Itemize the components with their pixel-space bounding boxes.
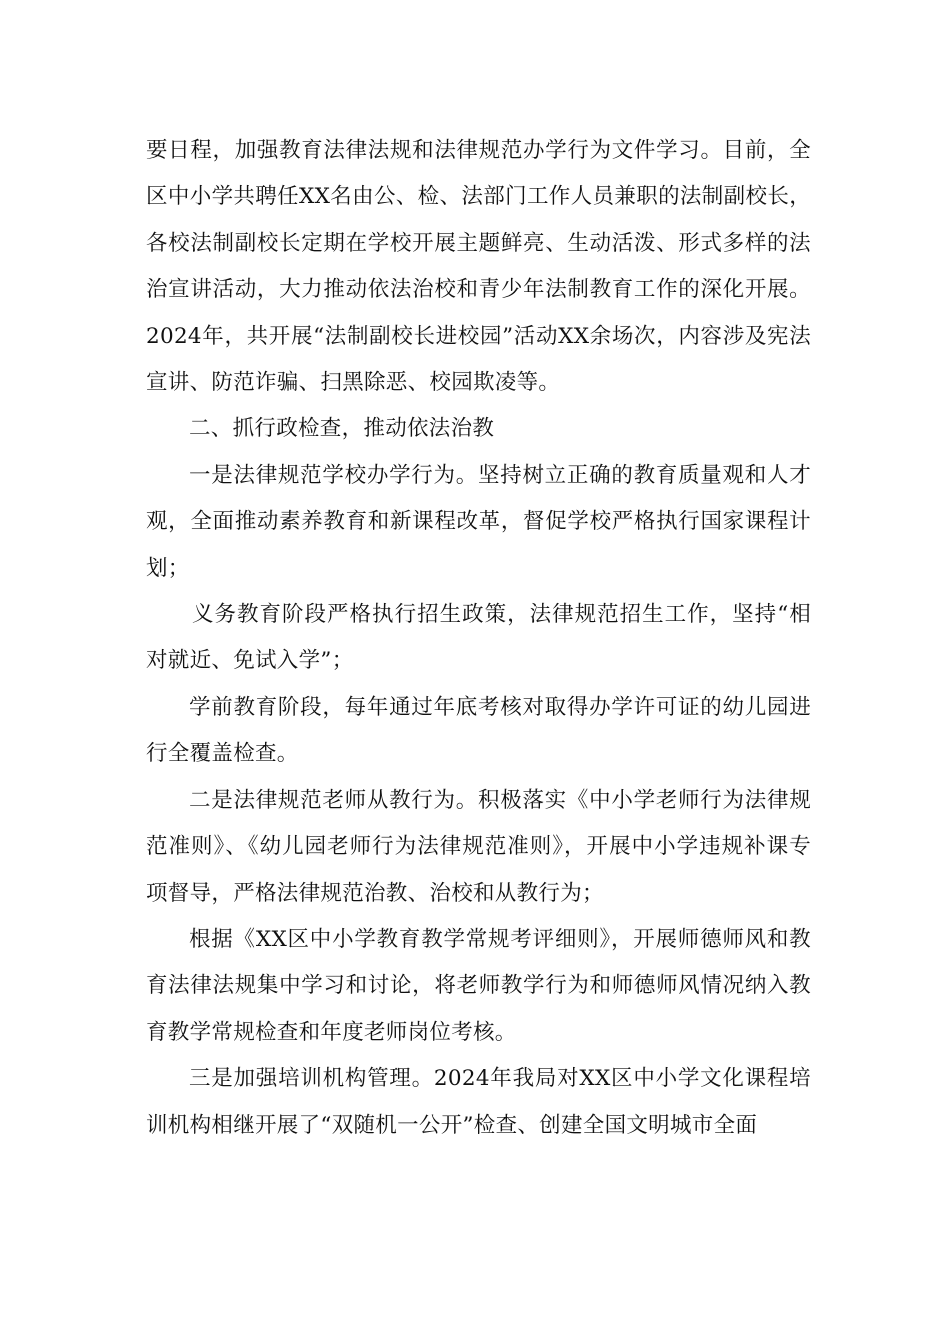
paragraph-compulsory-education: 义务教育阶段严格执行招生政策，法律规范招生工作，坚持“相对就近、免试入学”； [146, 602, 811, 674]
paragraph-evaluation-rules: 根据《XX区中小学教育教学常规考评细则》，开展师德师风和教育法律法规集中学习和讨论，将老师教学行为和师德师风情况纳入教育教学常规检查和年度老师岗位考核。 [146, 926, 811, 1045]
section-heading: 二、抓行政检查，推动依法治教 [189, 416, 495, 442]
paragraph-continuation: 要日程，加强教育法律法规和法律规范办学行为文件学习。目前，全区中小学共聘任XX名由公、检、法部门工作人员兼职的法制副校长，各校法制副校长定期在学校开展主题鲜亮、生动活泼、形式多样的法治宣讲活动，大力推动依法治校和青少年法制教育工作的深化开展。2024年，共开展“法制副校长进校园”活动XX余场次，内容涉及宪法宣讲、防范诈骗、扫黑除恶、校园欺凌等。 [146, 138, 811, 396]
document-body [146, 128, 811, 1149]
paragraph-school-conduct: 一是法律规范学校办学行为。坚持树立正确的教育质量观和人才观，全面推动素养教育和新课程改革，督促学校严格执行国家课程计划； [146, 462, 811, 581]
paragraph-training-institutions: 三是加强培训机构管理。2024年我局对XX区中小学文化课程培训机构相继开展了“双随机一公开”检查、创建全国文明城市全面 [146, 1066, 811, 1138]
paragraph-teacher-conduct: 二是法律规范老师从教行为。积极落实《中小学老师行为法律规范准则》、《幼儿园老师行为法律规范准则》，开展中小学违规补课专项督导，严格法律规范治教、治校和从教行为； [146, 787, 811, 906]
paragraph-preschool-education: 学前教育阶段，每年通过年底考核对取得办学许可证的幼儿园进行全覆盖检查。 [146, 694, 811, 767]
